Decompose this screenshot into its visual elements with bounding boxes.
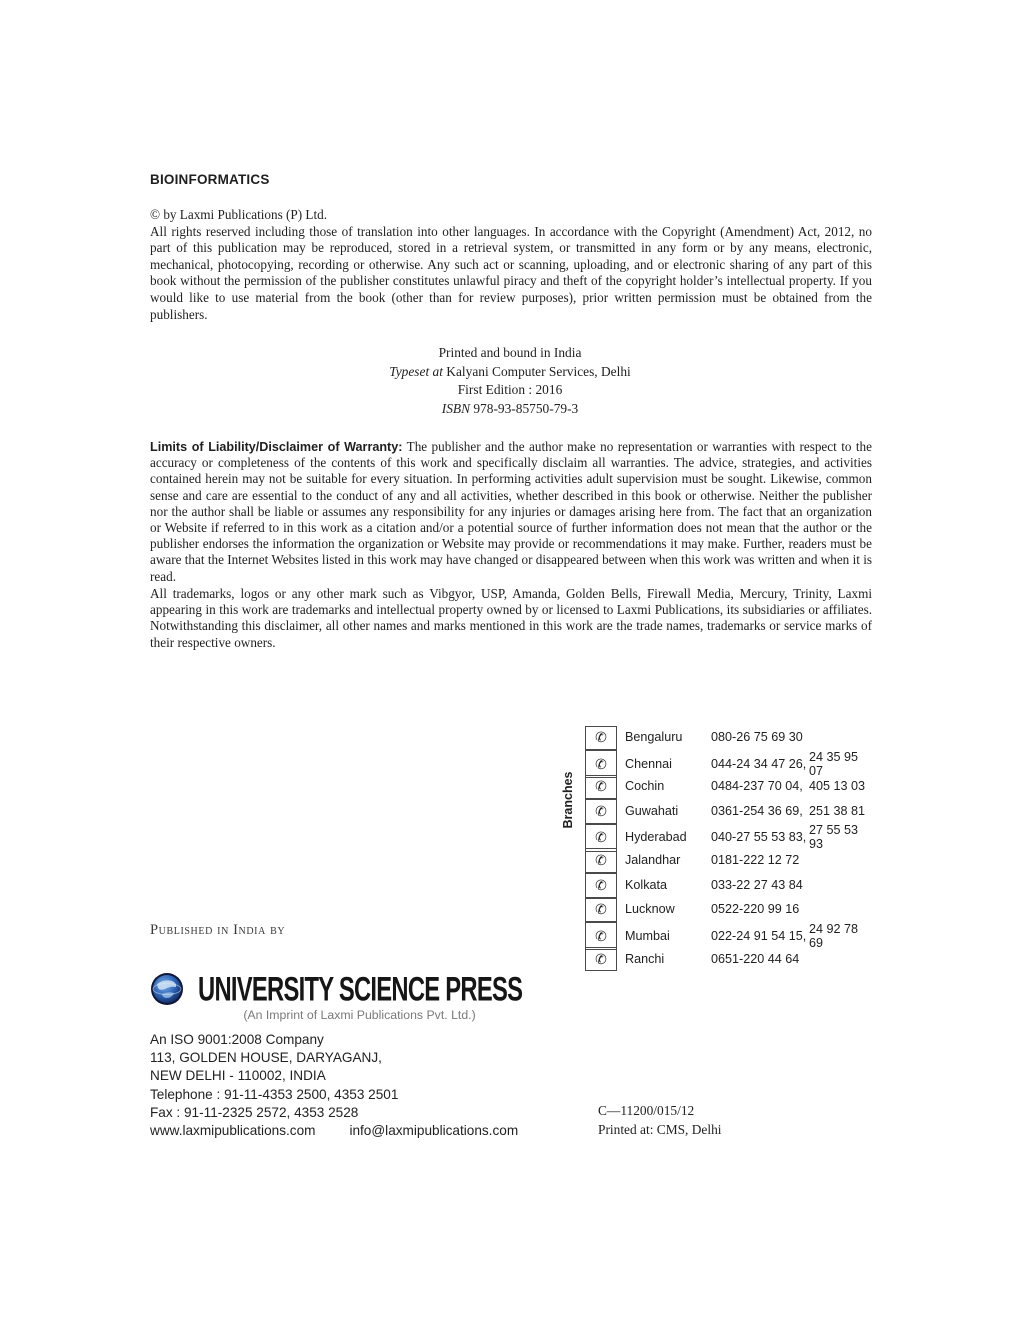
branch-city: Hyderabad bbox=[625, 830, 687, 845]
table-row bbox=[585, 921, 875, 950]
branch-phone-alt: 24 92 78 69 bbox=[809, 921, 859, 950]
branch-phone: 0484-237 70 04, bbox=[711, 779, 803, 794]
published-in-india-label: Published in India by bbox=[150, 922, 286, 938]
printed-at-line: Printed at: CMS, Delhi bbox=[598, 1121, 722, 1137]
publisher-name: UNIVERSITY SCIENCE PRESS bbox=[198, 969, 523, 1008]
table-row bbox=[585, 823, 875, 852]
trademarks-paragraph: All trademarks, logos or any other mark such as Vibgyor, USP, Amanda, Golden Bells, Firewall Media, Mercury, Trinity, Laxmi appearing in this work are trademarks and intellectual property owned by or licensed to Laxmi Publications, its subsidiaries or affiliates. Notwithstanding this disclaimer, all other names and marks mentioned in this work are the trade names, trademarks or service marks of their respective owners. bbox=[150, 586, 872, 650]
branch-phone: 022-24 91 54 15, bbox=[711, 928, 807, 943]
table-row bbox=[585, 873, 875, 898]
printed-and-bound-line: Printed and bound in India bbox=[438, 345, 582, 360]
globe-logo-icon bbox=[150, 972, 184, 1006]
publisher-logo-row bbox=[150, 970, 648, 1008]
iso-line: An ISO 9001:2008 Company bbox=[150, 1032, 324, 1047]
imprint-block bbox=[150, 344, 870, 418]
branch-phone: 0181-222 12 72 bbox=[711, 853, 800, 868]
branch-phone-alt: 27 55 53 93 bbox=[809, 823, 859, 852]
phone-icon: ✆ bbox=[585, 947, 617, 972]
address-line-2: NEW DELHI - 110002, INDIA bbox=[150, 1068, 326, 1084]
limits-body: The publisher and the author make no representation or warranties with respect to the accuracy or completeness of the contents of this work and specifically disclaim all warranties. The advice, strategies, and activities contained herein may not be suitable for every situation. In performing activities adult supervision must be sought. Likewise, common sense and care are essential to the conduct of any and all activities, whether described in this book or otherwise. Neither the publisher nor the author shall be liable or assumes any responsibility for any injuries or damages arising here from. The fact that an organization or Website if referred to in this work as a citation and/or a potential source of further information does not mean that the author or the publisher endorses the information the organization or Website may provide or recommendations it may make. Further, readers must be aware that the Internet Websites listed in this work may have changed or disappeared between when this work was written and when it is read. bbox=[150, 439, 872, 584]
phone-icon: ✆ bbox=[585, 799, 617, 824]
isbn-label: ISBN bbox=[441, 400, 471, 416]
website-link[interactable]: www.laxmipublications.com bbox=[150, 1123, 316, 1139]
branch-phone-alt: 251 38 81 bbox=[809, 804, 866, 819]
branches-table bbox=[585, 725, 875, 971]
phone-icon: ✆ bbox=[585, 898, 617, 923]
phone-icon: ✆ bbox=[585, 726, 617, 751]
phone-icon: ✆ bbox=[585, 824, 617, 852]
phone-icon: ✆ bbox=[585, 873, 617, 898]
table-row bbox=[585, 848, 875, 873]
branch-phone: 0361-254 36 69, bbox=[711, 804, 803, 819]
limits-label: Limits of Liability/Disclaimer of Warranty: bbox=[150, 440, 403, 454]
branch-phone-alt: 405 13 03 bbox=[809, 779, 866, 794]
table-row bbox=[585, 799, 875, 824]
limits-of-liability-paragraph bbox=[150, 439, 872, 585]
fax-line: Fax : 91-11-2325 2572, 4353 2528 bbox=[150, 1104, 359, 1120]
copyright-block bbox=[150, 207, 872, 323]
phone-icon: ✆ bbox=[585, 750, 617, 778]
typeset-value: Kalyani Computer Services, Delhi bbox=[442, 363, 631, 379]
typeset-label: Typeset at bbox=[389, 363, 443, 379]
edition-line: First Edition : 2016 bbox=[457, 382, 563, 397]
address-line-1: 113, GOLDEN HOUSE, DARYAGANJ, bbox=[150, 1050, 382, 1066]
branches-label: Branches bbox=[561, 771, 575, 829]
branch-city: Kolkata bbox=[625, 877, 668, 892]
book-title: BIOINFORMATICS bbox=[150, 172, 270, 187]
table-row bbox=[585, 897, 875, 922]
phone-icon: ✆ bbox=[585, 775, 617, 800]
branch-phone: 033-22 27 43 84 bbox=[711, 877, 803, 892]
branch-city: Ranchi bbox=[625, 951, 665, 966]
branch-phone: 0651-220 44 64 bbox=[711, 951, 800, 966]
branch-phone: 040-27 55 53 83, bbox=[711, 830, 807, 845]
branch-city: Bengaluru bbox=[625, 730, 683, 745]
table-row bbox=[585, 749, 875, 778]
branch-phone-alt: 24 35 95 07 bbox=[809, 749, 859, 778]
branch-phone: 044-24 34 47 26, bbox=[711, 756, 807, 771]
imprint-note: (An Imprint of Laxmi Publications Pvt. Ltd.) bbox=[243, 1008, 476, 1022]
email-link[interactable]: info@laxmipublications.com bbox=[349, 1123, 519, 1139]
copyright-line: © by Laxmi Publications (P) Ltd. bbox=[150, 207, 328, 222]
copyright-body: All rights reserved including those of translation into other languages. In accordance with the Copyright (Amendment) Act, 2012, no part of this publication may be reproduced, stored in a retrieval system, or transmitted in any form or by any means, electronic, mechanical, photocopying, recording or otherwise. Any such act or scanning, uploading, and or electronic sharing of any part of this book without the permission of the publisher constitutes unlawful piracy and theft of the copyright holder’s intellectual property. If you would like to use material from the book (other than for review purposes), prior written permission must be obtained from the publishers. bbox=[150, 223, 872, 322]
branch-city: Lucknow bbox=[625, 902, 675, 917]
isbn-value: 978-93-85750-79-3 bbox=[470, 400, 579, 416]
table-row bbox=[585, 725, 875, 750]
typeset-line bbox=[150, 363, 870, 382]
print-code: C—11200/015/12 bbox=[598, 1103, 695, 1118]
phone-icon: ✆ bbox=[585, 922, 617, 950]
branch-city: Mumbai bbox=[625, 928, 670, 943]
phone-icon: ✆ bbox=[585, 848, 617, 873]
print-reference-block bbox=[598, 1102, 722, 1139]
publisher-address-block bbox=[150, 1031, 580, 1140]
web-contact-line bbox=[150, 1122, 580, 1140]
branch-phone: 080-26 75 69 30 bbox=[711, 730, 803, 745]
branch-city: Chennai bbox=[625, 756, 672, 771]
branch-city: Guwahati bbox=[625, 804, 679, 819]
table-row bbox=[585, 774, 875, 799]
branch-phone: 0522-220 99 16 bbox=[711, 902, 800, 917]
isbn-line bbox=[150, 400, 870, 419]
table-row bbox=[585, 946, 875, 971]
branch-city: Cochin bbox=[625, 779, 665, 794]
telephone-line: Telephone : 91-11-4353 2500, 4353 2501 bbox=[150, 1086, 399, 1102]
branch-city: Jalandhar bbox=[625, 853, 681, 868]
